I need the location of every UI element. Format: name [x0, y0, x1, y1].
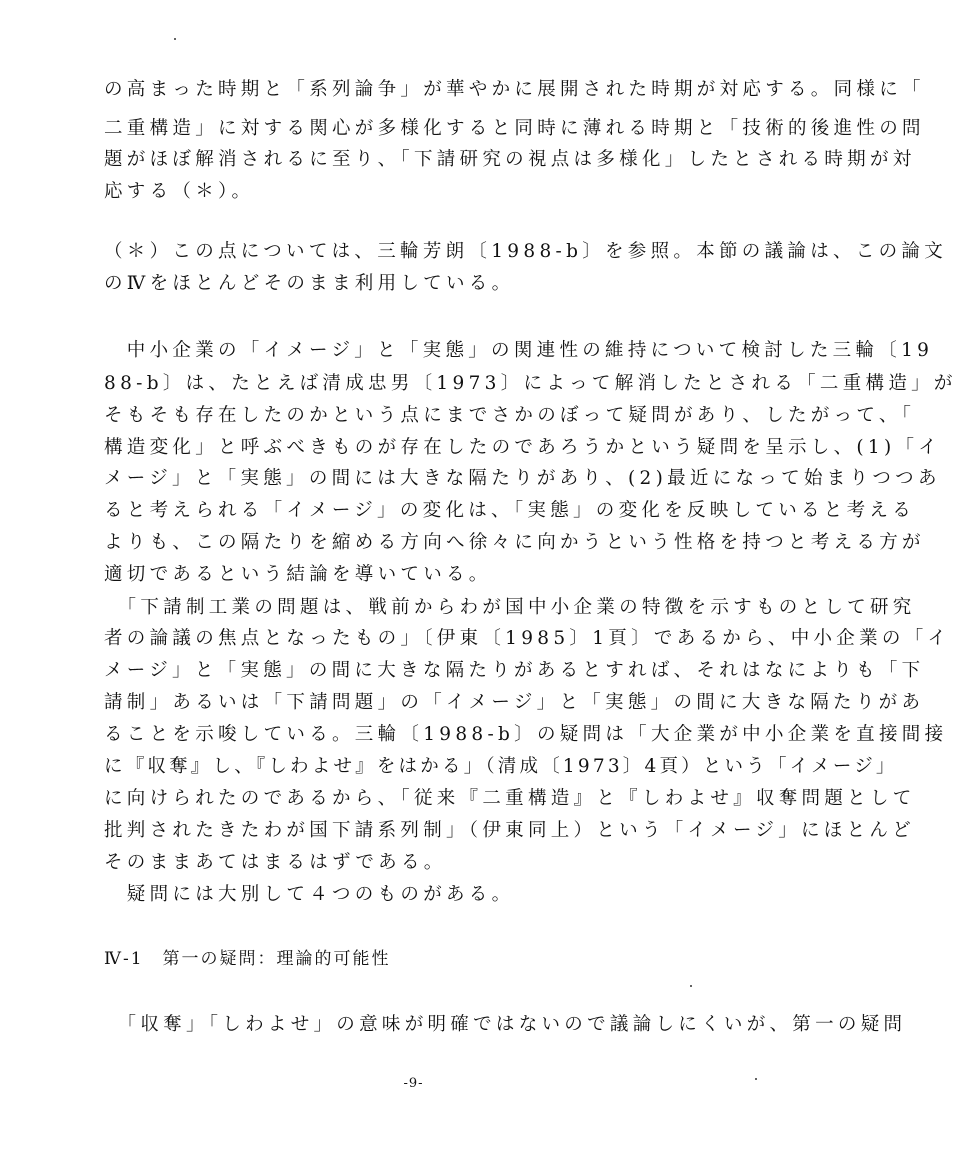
- text-line: よりも、この隔たりを縮める方向へ徐々に向かうという性格を持つと考える方が: [104, 532, 925, 553]
- text-line: 請制」あるいは「下請問題」の「イメージ」と「実態」の間に大きな隔たりがあ: [104, 692, 925, 713]
- text-line: 二重構造」に対する関心が多様化すると同時に薄れる時期と「技術的後進性の問: [104, 118, 925, 139]
- text-line: 適切であるという結論を導いている。: [104, 564, 492, 585]
- text-line: 「下請制工業の問題は、戦前からわが国中小企業の特徴を示すものとして研究: [104, 597, 916, 618]
- text-line: 批判されたきたわが国下請系列制」（伊東同上）という「イメージ」にほとんど: [104, 820, 915, 841]
- text-line: 疑問には大別して４つのものがある。: [104, 884, 515, 905]
- text-line: 中小企業の「イメージ」と「実態」の関連性の維持について検討した三輪〔19: [104, 340, 934, 361]
- text-line: そのままあてはまるはずである。: [104, 852, 447, 873]
- scan-speck: [174, 38, 176, 40]
- scan-speck: [755, 1078, 757, 1080]
- scan-speck: [690, 985, 692, 987]
- footnote-line: のⅣをほとんどそのまま利用している。: [104, 273, 515, 294]
- section-heading: Ⅳ-1 第一の疑問：理論的可能性: [104, 949, 391, 969]
- text-line: ることを示唆している。三輪〔1988-b〕の疑問は「大企業が中小企業を直接間接: [104, 724, 948, 745]
- footnote-line: （＊）この点については、三輪芳朗〔1988-b〕を参照。本節の議論は、この論文: [104, 241, 948, 262]
- text-line: 応する（＊）。: [104, 181, 255, 202]
- text-line: に『収奪』し、『しわよせ』をはかる」（清成〔1973〕4頁）という「イメージ」: [104, 756, 898, 777]
- text-line: 題がほぼ解消されるに至り、「下請研究の視点は多様化」したとされる時期が対: [104, 149, 916, 170]
- text-line: メージ」と「実態」の間に大きな隔たりがあるとすれば、それはなによりも「下: [104, 660, 925, 681]
- text-line: メージ」と「実態」の間には大きな隔たりがあり、(2)最近になって始まりつつあ: [104, 468, 941, 489]
- text-line: に向けられたのであるから、「従来『二重構造』と『しわよせ』収奪問題として: [104, 788, 916, 809]
- text-line: の高まった時期と「系列論争」が華やかに展開された時期が対応する。同様に「: [104, 79, 925, 100]
- text-line: 構造変化」と呼ぶべきものが存在したのであろうかという疑問を呈示し、(1)「イ: [104, 437, 942, 458]
- text-line: ると考えられる「イメージ」の変化は、「実態」の変化を反映していると考える: [104, 500, 915, 521]
- text-line: そもそも存在したのかという点にまでさかのぼって疑問があり、したがって、「: [104, 405, 916, 426]
- text-line: 「収奪」「しわよせ」の意味が明確ではないので議論しにくいが、第一の疑問: [104, 1014, 907, 1035]
- text-line: 者の論議の焦点となったもの」〔伊東〔1985〕1頁〕であるから、中小企業の「イ: [104, 628, 951, 649]
- text-line: 88-b〕は、たとえば清成忠男〔1973〕によって解消したとされる「二重構造」が: [104, 373, 957, 394]
- page-number: -9-: [403, 1076, 424, 1091]
